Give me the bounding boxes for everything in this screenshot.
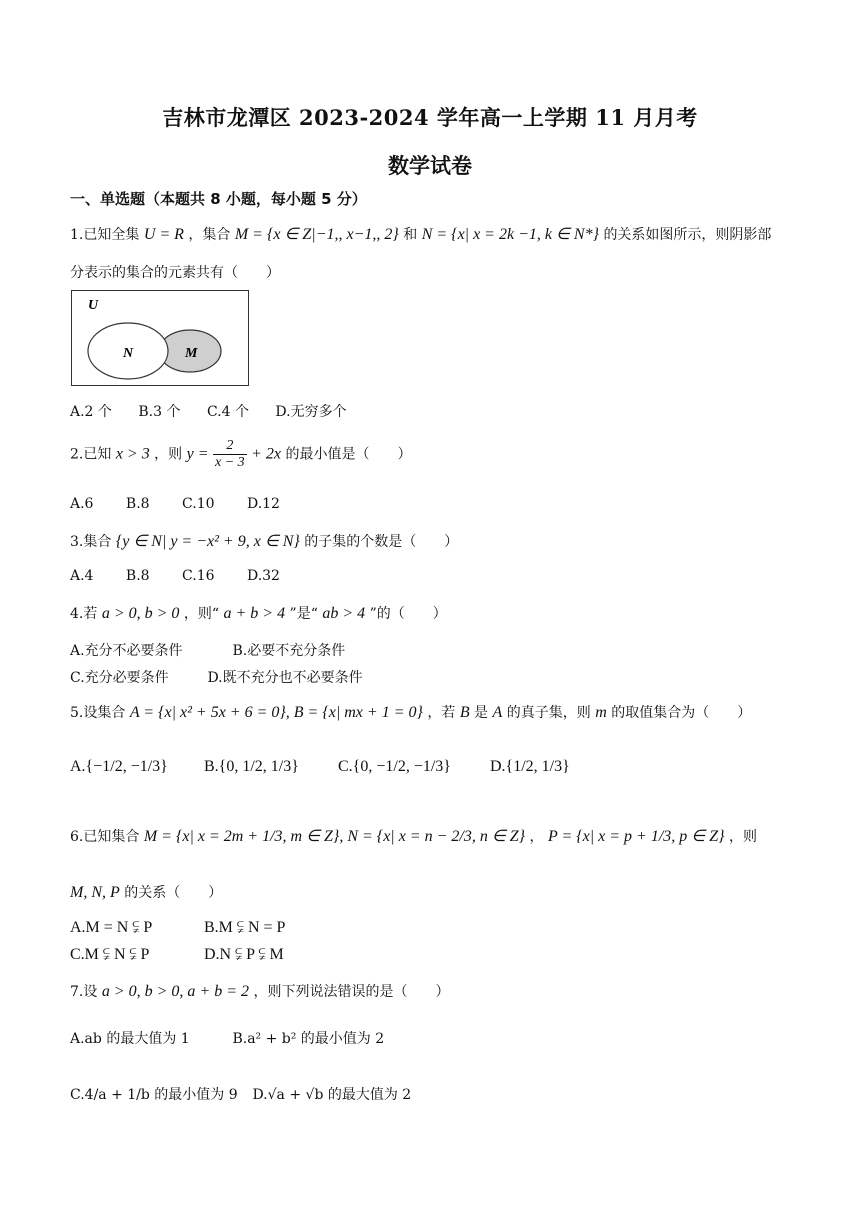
option-d[interactable]: D.32 [246, 568, 280, 584]
option-d[interactable]: D.12 [246, 496, 280, 512]
option-c[interactable]: C.16 [182, 568, 215, 584]
q4-math-sum: a + b > 4 [223, 605, 286, 622]
option-c[interactable]: C.{0, −1/2, −1/3} [338, 758, 451, 775]
q3-math-set: {y ∈ N| y = −x² + 9, x ∈ N} [115, 533, 300, 550]
option-b[interactable]: B.3 个 [138, 404, 181, 420]
q2-math-term: + 2x [251, 445, 282, 463]
q6-math-sets-mn: M = {x| x = 2m + 1/3, m ∈ Z}, N = {x| x = n − 2/3, n ∈ Z} [143, 828, 526, 845]
option-d[interactable]: D.既不充分也不必要条件 [207, 670, 363, 686]
label-u: U [88, 298, 99, 313]
fraction-denominator: x − 3 [214, 455, 245, 470]
option-c[interactable]: C.M ⫋ N ⫋ P [70, 946, 150, 963]
question-4-stem [70, 603, 447, 623]
option-c[interactable]: C.充分必要条件 [70, 670, 169, 686]
question-6-stem-line2 [70, 882, 222, 902]
q6-math-mnp: M, N, P [70, 884, 120, 901]
q4-text: 4.若 [70, 606, 98, 622]
question-7-options-row2 [70, 1084, 429, 1104]
question-2-options [70, 496, 298, 512]
question-4-options-row2 [70, 667, 381, 687]
option-b[interactable]: B.8 [125, 496, 150, 512]
q5-text: ，若 [427, 705, 456, 721]
q5-math-m: m [595, 704, 607, 721]
question-5-options [70, 758, 588, 776]
q1-text: 的关系如图所示，则阴影部 [603, 227, 772, 243]
section-heading: 一、单选题（本题共 8 小题，每小题 5 分） [70, 190, 367, 208]
q6-text: ， [529, 829, 544, 845]
option-a[interactable]: A.M = N ⫋ P [70, 919, 153, 936]
fraction-numerator: 2 [213, 438, 247, 455]
exam-title: 吉林市龙潭区 2023-2024 学年高一上学期 11 月月考 [162, 105, 698, 130]
option-a[interactable]: A.充分不必要条件 [70, 643, 183, 659]
option-d[interactable]: D.√a + √b 的最大值为 2 [252, 1087, 412, 1103]
question-1-stem-line2: 分表示的集合的元素共有（ ） [70, 265, 280, 281]
q6-text: 6.已知集合 [70, 829, 140, 845]
option-a[interactable]: A.4 [70, 568, 94, 584]
venn-diagram [71, 290, 249, 386]
exam-subtitle: 数学试卷 [388, 153, 472, 178]
option-b[interactable]: B.M ⫋ N = P [204, 919, 286, 936]
question-6-options-row1 [70, 919, 303, 937]
option-b[interactable]: B.a² + b² 的最小值为 2 [232, 1031, 385, 1047]
question-6-options-row2 [70, 946, 302, 964]
option-a[interactable]: A.{−1/2, −1/3} [70, 758, 168, 775]
question-4-options-row1 [70, 640, 363, 660]
question-2-stem [70, 438, 411, 471]
q4-text: ”的（ ） [369, 606, 447, 622]
q1-text: ，集合 [188, 227, 231, 243]
option-b[interactable]: B.必要不充分条件 [232, 643, 346, 659]
label-n: N [123, 346, 134, 361]
q6-math-set-p: P = {x| x = p + 1/3, p ∈ Z} [547, 828, 725, 845]
question-3-options [70, 568, 298, 584]
venn-diagram-svg [72, 291, 247, 384]
option-a[interactable]: A.2 个 [70, 404, 112, 420]
q2-text: 2.已知 [70, 446, 112, 463]
question-6-stem [70, 826, 757, 846]
q6-text: ，则 [728, 829, 757, 845]
q2-math-condition: x > 3 [115, 445, 150, 463]
question-5-stem [70, 702, 751, 722]
q2-math-function: y = [186, 445, 209, 463]
q2-text: 的最小值是（ ） [285, 446, 412, 463]
q6-text: 的关系（ ） [124, 885, 223, 901]
q1-text: 1.已知全集 [70, 227, 140, 243]
option-c[interactable]: C.4 个 [206, 404, 249, 420]
option-b[interactable]: B.8 [125, 568, 150, 584]
q5-text: 的取值集合为（ ） [611, 705, 752, 721]
q4-math-condition: a > 0, b > 0 [101, 605, 180, 622]
q5-text: 的真子集，则 [506, 705, 591, 721]
question-7-options-row1 [70, 1028, 402, 1048]
question-3-stem [70, 531, 458, 551]
option-d[interactable]: D.N ⫋ P ⫋ M [204, 946, 284, 963]
q5-math-b: B [459, 704, 470, 721]
q3-text: 3.集合 [70, 534, 112, 550]
q4-math-product: ab > 4 [322, 605, 366, 622]
q1-math-set-n: N = {x| x = 2k −1, k ∈ N*} [421, 226, 599, 243]
option-b[interactable]: B.{0, 1/2, 1/3} [204, 758, 299, 775]
q4-text: ，则“ [183, 606, 220, 622]
q5-math-a: A [492, 704, 503, 721]
option-d[interactable]: D.无穷多个 [275, 404, 347, 420]
q2-text: ，则 [154, 446, 183, 463]
option-c[interactable]: C.4/a + 1/b 的最小值为 9 [70, 1087, 238, 1103]
q5-text: 是 [474, 705, 489, 721]
q5-math-sets: A = {x| x² + 5x + 6 = 0}, B = {x| mx + 1 = 0} [129, 704, 423, 721]
option-d[interactable]: D.{1/2, 1/3} [490, 758, 570, 775]
option-c[interactable]: C.10 [182, 496, 215, 512]
q7-math-condition: a > 0, b > 0, a + b = 2 [101, 983, 249, 1000]
q1-math-set-m: M = {x ∈ Z|−1,, x−1,, 2} [234, 226, 399, 243]
q1-math-universal-set: U = R [143, 226, 184, 243]
option-a[interactable]: A.ab 的最大值为 1 [70, 1031, 190, 1047]
q1-text: 和 [403, 227, 418, 243]
option-a[interactable]: A.6 [70, 496, 94, 512]
q5-text: 5.设集合 [70, 705, 126, 721]
q2-fraction [213, 438, 247, 471]
q7-text: ，则下列说法错误的是（ ） [253, 984, 450, 1000]
q4-text: ”是“ [289, 606, 318, 622]
question-1-options [70, 401, 365, 421]
question-7-stem [70, 981, 449, 1001]
question-1-stem-line1 [70, 224, 771, 244]
q3-text: 的子集的个数是（ ） [304, 534, 459, 550]
q7-text: 7.设 [70, 984, 98, 1000]
label-m: M [185, 346, 198, 361]
